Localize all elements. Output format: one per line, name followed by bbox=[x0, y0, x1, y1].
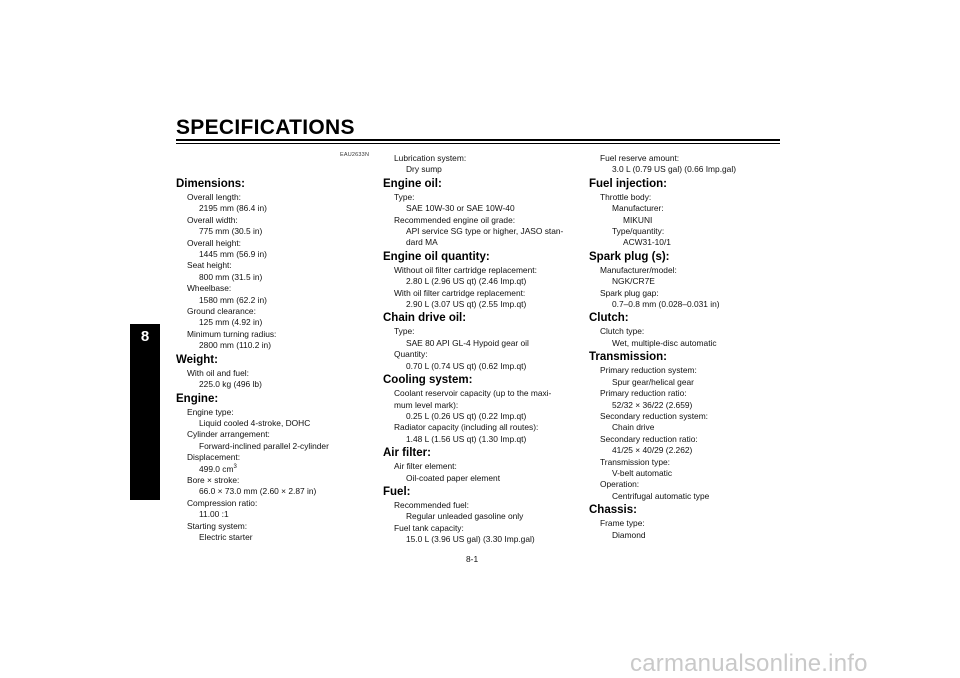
title-rule-thin bbox=[176, 143, 780, 144]
page-title: SPECIFICATIONS bbox=[176, 116, 355, 139]
spec-label: Radiator capacity (including all routes): bbox=[394, 422, 539, 433]
spec-label: Manufacturer/model: bbox=[600, 264, 677, 275]
spec-label: Seat height: bbox=[187, 260, 232, 271]
spec-value: Electric starter bbox=[199, 531, 253, 542]
spec-label: Overall height: bbox=[187, 237, 241, 248]
spec-label: Minimum turning radius: bbox=[187, 328, 277, 339]
spec-label: Primary reduction ratio: bbox=[600, 388, 687, 399]
section-heading-engine-oil: Engine oil: bbox=[383, 177, 442, 190]
title-rule-thick bbox=[176, 139, 780, 141]
displacement-number: 499.0 cm bbox=[199, 463, 234, 474]
spec-value: SAE 80 API GL-4 Hypoid gear oil bbox=[406, 337, 529, 348]
spec-label: Transmission type: bbox=[600, 456, 670, 467]
section-heading-spark-plug: Spark plug (s): bbox=[589, 250, 670, 263]
spec-label: Overall width: bbox=[187, 214, 238, 225]
section-heading-transmission: Transmission: bbox=[589, 351, 667, 364]
spec-value: 2195 mm (86.4 in) bbox=[199, 203, 267, 214]
spec-value: 1.48 L (1.56 US qt) (1.30 Imp.qt) bbox=[406, 433, 527, 444]
spec-value: 0.7–0.8 mm (0.028–0.031 in) bbox=[612, 299, 720, 310]
spec-value-displacement bbox=[176, 464, 366, 475]
spec-label: Cylinder arrangement: bbox=[187, 429, 270, 440]
spec-label: Wheelbase: bbox=[187, 283, 232, 294]
spec-value: 800 mm (31.5 in) bbox=[199, 271, 263, 282]
spec-value: 3.0 L (0.79 US gal) (0.66 Imp.gal) bbox=[612, 164, 736, 175]
spec-label: Bore × stroke: bbox=[187, 474, 240, 485]
watermark-logo[interactable]: carmanualsonline.info bbox=[630, 650, 868, 677]
section-heading-weight: Weight: bbox=[176, 353, 218, 366]
section-heading-cooling: Cooling system: bbox=[383, 374, 473, 387]
spec-value: Dry sump bbox=[406, 164, 442, 175]
spec-value: V-belt automatic bbox=[612, 467, 673, 478]
spec-sublabel: Manufacturer: bbox=[612, 203, 664, 214]
section-heading-clutch: Clutch: bbox=[589, 312, 629, 325]
spec-value: 1445 mm (56.9 in) bbox=[199, 249, 267, 260]
spec-value: 41/25 × 40/29 (2.262) bbox=[612, 445, 693, 456]
spec-value: 125 mm (4.92 in) bbox=[199, 317, 263, 328]
spec-label: With oil filter cartridge replacement: bbox=[394, 287, 526, 298]
spec-column-1 bbox=[176, 176, 366, 543]
spec-value: 225.0 kg (496 lb) bbox=[199, 379, 262, 390]
spec-value: 0.25 L (0.26 US qt) (0.22 Imp.qt) bbox=[406, 410, 527, 421]
spec-sublabel: Type/quantity: bbox=[612, 226, 665, 237]
spec-column-2 bbox=[383, 153, 579, 546]
spec-label: Overall length: bbox=[187, 192, 241, 202]
spec-value: 11.00 :1 bbox=[199, 509, 229, 520]
spec-value: dard MA bbox=[406, 237, 438, 248]
spec-value: 1580 mm (62.2 in) bbox=[199, 294, 267, 305]
spec-value: Regular unleaded gasoline only bbox=[406, 511, 524, 522]
spec-label: Air filter element: bbox=[394, 461, 457, 472]
spec-label: Clutch type: bbox=[600, 326, 645, 337]
spec-value: 2800 mm (110.2 in) bbox=[199, 340, 271, 351]
spec-value: 52/32 × 36/22 (2.659) bbox=[612, 399, 693, 410]
spec-value: API service SG type or higher, JASO stan- bbox=[406, 226, 564, 237]
spec-value: Forward-inclined parallel 2-cylinder bbox=[199, 440, 329, 451]
displacement-superscript: 3 bbox=[233, 463, 237, 470]
spec-label: Spark plug gap: bbox=[600, 287, 659, 298]
section-heading-chain-oil: Chain drive oil: bbox=[383, 312, 467, 325]
spec-value: Spur gear/helical gear bbox=[612, 376, 694, 387]
spec-value: Wet, multiple-disc automatic bbox=[612, 337, 717, 348]
section-heading-chassis: Chassis: bbox=[589, 504, 637, 517]
spec-value: Centrifugal automatic type bbox=[612, 490, 710, 501]
section-heading-fuel-injection: Fuel injection: bbox=[589, 177, 667, 190]
spec-label: Type: bbox=[394, 326, 415, 337]
spec-value: 775 mm (30.5 in) bbox=[199, 226, 263, 237]
page-number: 8-1 bbox=[466, 554, 479, 564]
spec-value: Oil-coated paper element bbox=[406, 472, 501, 483]
spec-value: Liquid cooled 4-stroke, DOHC bbox=[199, 417, 311, 428]
spec-value: Diamond bbox=[612, 529, 646, 540]
spec-value: 0.70 L (0.74 US qt) (0.62 Imp.qt) bbox=[406, 360, 527, 371]
spec-label: mum level mark): bbox=[394, 399, 459, 410]
chapter-tab: 8 bbox=[130, 324, 160, 500]
spec-label: Lubrication system: bbox=[394, 153, 467, 163]
spec-label: Secondary reduction system: bbox=[600, 410, 708, 421]
spec-label: Without oil filter cartridge replacement: bbox=[394, 264, 537, 275]
section-heading-engine: Engine: bbox=[176, 392, 219, 405]
spec-label: Displacement: bbox=[187, 452, 241, 463]
spec-label: Ground clearance: bbox=[187, 306, 256, 317]
spec-label: Primary reduction system: bbox=[600, 365, 697, 376]
section-heading-fuel: Fuel: bbox=[383, 485, 411, 498]
spec-value: Chain drive bbox=[612, 422, 655, 433]
spec-label: Recommended fuel: bbox=[394, 499, 469, 510]
spec-label: Engine type: bbox=[187, 406, 234, 417]
spec-label: Fuel tank capacity: bbox=[394, 522, 464, 533]
spec-value: NGK/CR7E bbox=[612, 276, 655, 287]
spec-value: 2.80 L (2.96 US qt) (2.46 Imp.qt) bbox=[406, 276, 527, 287]
spec-label: Recommended engine oil grade: bbox=[394, 214, 516, 225]
spec-label: Frame type: bbox=[600, 518, 645, 529]
spec-label: Secondary reduction ratio: bbox=[600, 433, 698, 444]
spec-value: 66.0 × 73.0 mm (2.60 × 2.87 in) bbox=[199, 486, 317, 497]
spec-label: Compression ratio: bbox=[187, 497, 258, 508]
section-heading-oil-quantity: Engine oil quantity: bbox=[383, 250, 490, 263]
spec-value: 2.90 L (3.07 US qt) (2.55 Imp.qt) bbox=[406, 299, 527, 310]
spec-column-3 bbox=[589, 153, 785, 541]
spec-value: MIKUNI bbox=[623, 214, 653, 225]
section-heading-air-filter: Air filter: bbox=[383, 447, 431, 460]
spec-label: Quantity: bbox=[394, 349, 428, 360]
spec-value: SAE 10W-30 or SAE 10W-40 bbox=[406, 203, 515, 214]
spec-value: ACW31-10/1 bbox=[623, 237, 671, 248]
spec-label: Throttle body: bbox=[600, 191, 652, 202]
spec-label: With oil and fuel: bbox=[187, 367, 249, 378]
spec-label: Type: bbox=[394, 191, 415, 202]
section-heading-dimensions: Dimensions: bbox=[176, 178, 246, 190]
spec-label: Fuel reserve amount: bbox=[600, 153, 680, 163]
spec-label: Coolant reservoir capacity (up to the maxi- bbox=[394, 388, 552, 399]
spec-value: 15.0 L (3.96 US gal) (3.30 Imp.gal) bbox=[406, 534, 535, 545]
spec-label: Starting system: bbox=[187, 520, 248, 531]
spec-label: Operation: bbox=[600, 479, 640, 490]
reference-code: EAU2633N bbox=[340, 152, 370, 158]
